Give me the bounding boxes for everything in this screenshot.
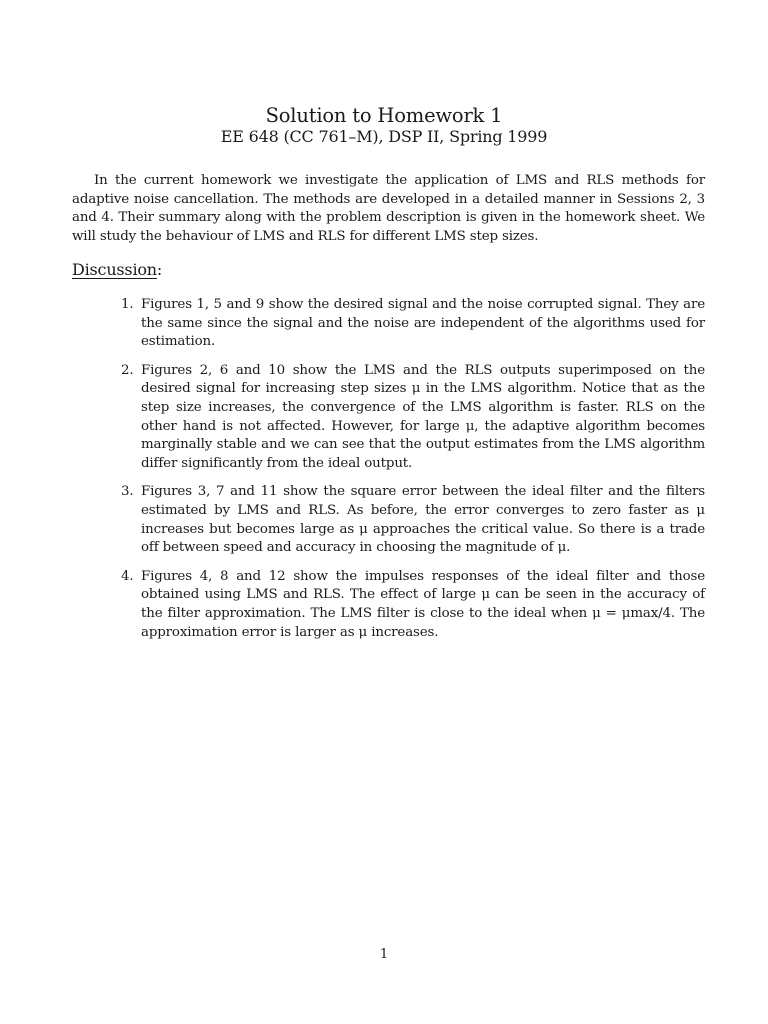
discussion-heading-text: Discussion: [72, 260, 157, 279]
list-item: [72, 568, 705, 642]
intro-paragraph: In the current homework we investigate the application of LMS and RLS methods for adaptive noise cancellation. The methods are developed in a detailed manner in Sessions 2, 3 and 4. Their summary along with the problem description is given in the homework sheet. We will study the behaviour of LMS and RLS for different LMS step sizes.: [72, 173, 705, 244]
list-item: [72, 296, 705, 352]
document-title: Solution to Homework 1: [265, 104, 503, 127]
list-item-number: 3.: [121, 484, 134, 500]
discussion-list: [72, 296, 705, 652]
document-subtitle: EE 648 (CC 761–M), DSP II, Spring 1999: [220, 127, 548, 146]
page-number: 1: [379, 947, 389, 962]
list-item-number: 4.: [121, 568, 134, 584]
list-item-text: Figures 4, 8 and 12 show the impulses responses of the ideal filter and those obtained using LMS and RLS. The effect of large μ can be seen in the accuracy of the filter approximation. The LMS filter is close to the ideal when μ = μmax/4. The approximation error is larger as μ increases.: [141, 568, 705, 640]
list-item-text: Figures 1, 5 and 9 show the desired signal and the noise corrupted signal. They are the same since the signal and the noise are independent of the algorithms used for estimation.: [141, 297, 705, 350]
discussion-heading-colon: :: [156, 260, 163, 279]
discussion-heading: [72, 260, 162, 280]
list-item: [72, 362, 705, 474]
list-item-number: 1.: [121, 297, 134, 312]
list-item-number: 2.: [121, 362, 134, 378]
list-item: [72, 483, 705, 557]
list-item-text: Figures 3, 7 and 11 show the square error between the ideal filter and the filters estimated by LMS and RLS. As before, the error converges to zero faster as μ increases but becomes large as μ approaches the critical value. So there is a trade off between speed and accuracy in choosing the magnitude of μ.: [141, 484, 705, 556]
list-item-text: Figures 2, 6 and 10 show the LMS and the RLS outputs superimposed on the desired signal for increasing step sizes μ in the LMS algorithm. Notice that as the step size increases, the convergence of the LMS algorithm is faster. RLS on the other hand is not affected. However, for large μ, the adaptive algorithm becomes marginally stable and we can see that the output estimates from the LMS algorithm differ significantly from the ideal output.: [141, 362, 705, 471]
